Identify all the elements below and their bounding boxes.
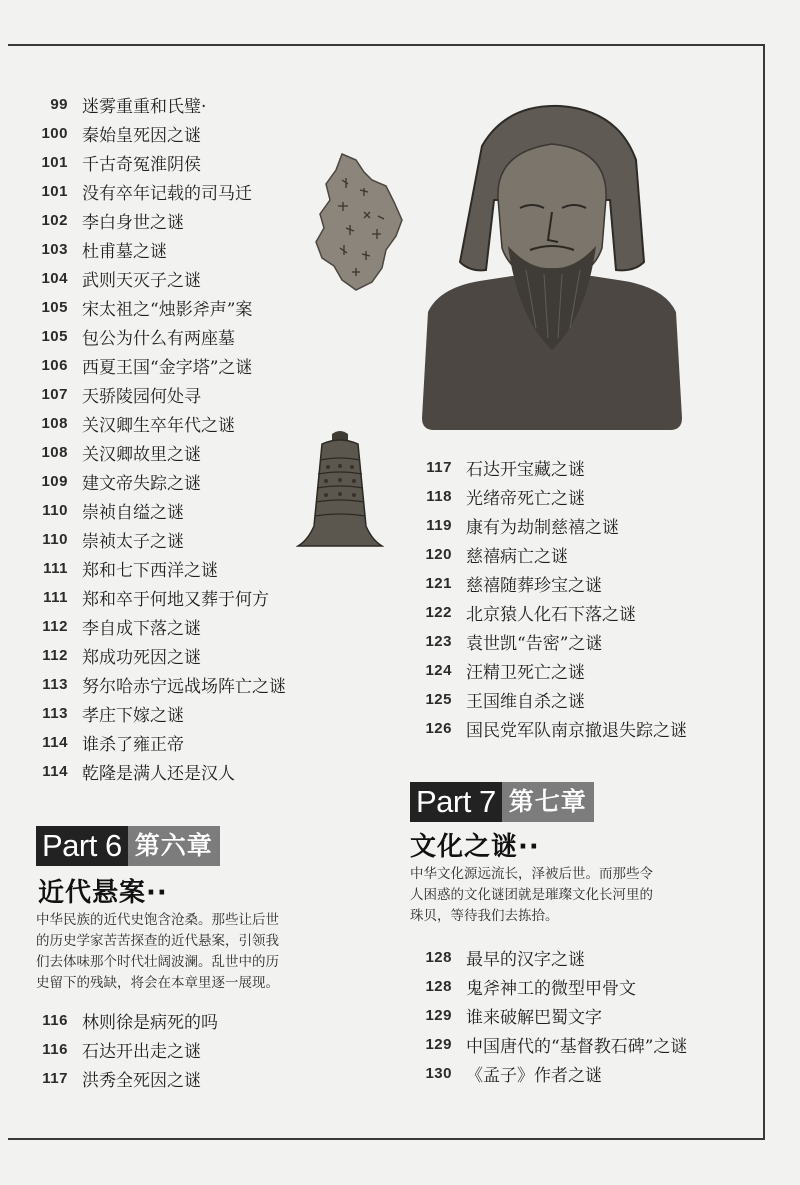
- entry-title: 宋太祖之“烛影斧声”案: [82, 300, 253, 320]
- desc-line: 的历史学家苦苦探查的近代悬案，引领我: [36, 933, 279, 949]
- page-number: 113: [42, 705, 68, 722]
- toc-entry[interactable]: [414, 513, 619, 538]
- page-number: 123: [425, 633, 452, 650]
- toc-entry[interactable]: [30, 585, 269, 610]
- toc-entry[interactable]: [30, 179, 252, 204]
- page-number: 99: [50, 96, 68, 113]
- entry-title: 崇祯自缢之谜: [82, 503, 184, 523]
- entry-title: 郑成功死因之谜: [82, 648, 201, 668]
- entry-title: 慈禧随葬珍宝之谜: [466, 576, 602, 596]
- page-number: 108: [41, 415, 68, 432]
- entry-title: 没有卒年记载的司马迁: [82, 184, 252, 204]
- part7-chapter: 第七章: [502, 782, 594, 822]
- entry-title: 慈禧病亡之谜: [466, 547, 568, 567]
- page-number: 100: [41, 125, 68, 142]
- page-number: 112: [42, 647, 68, 664]
- toc-entry[interactable]: [30, 643, 201, 668]
- entry-title: 包公为什么有两座墓: [82, 329, 235, 349]
- toc-entry[interactable]: [414, 1061, 602, 1086]
- toc-entry[interactable]: [30, 759, 235, 784]
- page-number: 101: [41, 183, 68, 200]
- page-number: 128: [425, 978, 452, 995]
- part6-title: 近代悬案··: [38, 878, 168, 908]
- entry-title: 最早的汉字之谜: [466, 950, 585, 970]
- toc-entry[interactable]: [414, 629, 602, 654]
- entry-title: 乾隆是满人还是汉人: [82, 764, 235, 784]
- toc-entry[interactable]: [414, 658, 585, 683]
- entry-title: 袁世凯“告密”之谜: [466, 634, 603, 654]
- entry-title: 武则天灭子之谜: [82, 271, 201, 291]
- entry-title: 西夏王国“金字塔”之谜: [82, 358, 253, 378]
- desc-line: 中华民族的近代史饱含沧桑。那些让后世: [36, 912, 279, 928]
- entry-title: 康有为劫制慈禧之谜: [466, 518, 619, 538]
- oracle-bone-fragment-icon: [312, 150, 408, 296]
- toc-entry[interactable]: [30, 382, 201, 407]
- entry-title: 郑和七下西洋之谜: [82, 561, 218, 581]
- toc-entry[interactable]: [414, 945, 585, 970]
- toc-entry[interactable]: [30, 730, 184, 755]
- page-number: 116: [42, 1041, 68, 1058]
- toc-entry[interactable]: [30, 150, 201, 175]
- entry-title: 谁来破解巴蜀文字: [466, 1008, 602, 1028]
- page-number: 101: [41, 154, 68, 171]
- page-number: 108: [41, 444, 68, 461]
- part6-header: [36, 826, 220, 866]
- part7-description: [410, 864, 710, 927]
- page-number: 105: [41, 299, 68, 316]
- desc-line: 珠贝，等待我们去拣拾。: [410, 908, 559, 924]
- entry-title: 关汉卿生卒年代之谜: [82, 416, 235, 436]
- toc-entry[interactable]: [30, 1037, 201, 1062]
- page-number: 128: [425, 949, 452, 966]
- page-number: 113: [42, 676, 68, 693]
- toc-entry[interactable]: [30, 614, 201, 639]
- toc-entry[interactable]: [414, 687, 585, 712]
- part6-description: [36, 910, 366, 994]
- page-number: 104: [41, 270, 68, 287]
- page-number: 130: [425, 1065, 452, 1082]
- page-number: 120: [425, 546, 452, 563]
- toc-entry[interactable]: [30, 324, 235, 349]
- toc-entry[interactable]: [30, 266, 201, 291]
- page-number: 122: [425, 604, 452, 621]
- page-number: 126: [425, 720, 452, 737]
- toc-entry[interactable]: [30, 469, 201, 494]
- toc-entry[interactable]: [414, 974, 636, 999]
- bronze-bell-icon: [296, 430, 384, 552]
- desc-line: 人困惑的文化谜团就是璀璨文化长河里的: [410, 887, 653, 903]
- entry-title: 石达开宝藏之谜: [466, 460, 585, 480]
- bearded-man-bust-icon: [420, 100, 684, 432]
- page-number: 117: [426, 459, 452, 476]
- entry-title: 谁杀了雍正帝: [82, 735, 184, 755]
- toc-entry[interactable]: [30, 672, 286, 697]
- page-number: 119: [426, 517, 452, 534]
- page-number: 114: [42, 734, 68, 751]
- toc-entry[interactable]: [30, 121, 201, 146]
- toc-entry[interactable]: [30, 527, 184, 552]
- page-number: 109: [41, 473, 68, 490]
- page-number: 129: [425, 1036, 452, 1053]
- part7-title: 文化之谜··: [410, 832, 540, 862]
- entry-title: 鬼斧神工的微型甲骨文: [466, 979, 636, 999]
- toc-entry[interactable]: [414, 455, 585, 480]
- toc-entry[interactable]: [30, 701, 184, 726]
- entry-title: 王国维自杀之谜: [466, 692, 585, 712]
- toc-entry[interactable]: [414, 1003, 602, 1028]
- page-number: 111: [43, 560, 68, 577]
- entry-title: 李白身世之谜: [82, 213, 184, 233]
- entry-title: 天骄陵园何处寻: [82, 387, 201, 407]
- page-number: 125: [425, 691, 452, 708]
- toc-entry[interactable]: [30, 498, 184, 523]
- entry-title: 林则徐是病死的吗: [82, 1013, 218, 1033]
- toc-entry[interactable]: [414, 542, 568, 567]
- entry-title: 孝庄下嫁之谜: [82, 706, 184, 726]
- toc-entry[interactable]: [414, 1032, 687, 1057]
- toc-entry[interactable]: [414, 716, 687, 741]
- toc-entry[interactable]: [414, 571, 602, 596]
- desc-line: 中华文化源远流长，泽被后世。而那些令: [410, 866, 653, 882]
- page-number: 116: [42, 1012, 68, 1029]
- entry-title: 迷雾重重和氏璧·: [82, 97, 207, 117]
- entry-title: 洪秀全死因之谜: [82, 1071, 201, 1091]
- toc-entry[interactable]: [30, 353, 252, 378]
- part6-chapter: 第六章: [128, 826, 220, 866]
- toc-entry[interactable]: [30, 440, 201, 465]
- entry-title: 国民党军队南京撤退失踪之谜: [466, 721, 687, 741]
- entry-title: 北京猿人化石下落之谜: [466, 605, 636, 625]
- page-number: 111: [43, 589, 68, 606]
- entry-title: 《孟子》作者之谜: [466, 1066, 602, 1086]
- page-number: 121: [425, 575, 452, 592]
- entry-title: 杜甫墓之谜: [82, 242, 167, 262]
- page-number: 114: [42, 763, 68, 780]
- toc-entry[interactable]: [30, 1008, 218, 1033]
- entry-title: 中国唐代的“基督教石碑”之谜: [466, 1037, 688, 1057]
- entry-title: 汪精卫死亡之谜: [466, 663, 585, 683]
- entry-title: 郑和卒于何地又葬于何方: [82, 590, 269, 610]
- toc-entry[interactable]: [30, 556, 218, 581]
- entry-title: 努尔哈赤宁远战场阵亡之谜: [82, 677, 286, 697]
- page-number: 118: [426, 488, 452, 505]
- page-number: 102: [41, 212, 68, 229]
- toc-entry[interactable]: [30, 208, 184, 233]
- toc-entry[interactable]: [30, 1066, 201, 1091]
- part6-label: Part 6: [36, 826, 128, 866]
- page-number: 106: [41, 357, 68, 374]
- page-number: 117: [42, 1070, 68, 1087]
- entry-title: 秦始皇死因之谜: [82, 126, 201, 146]
- part7-header: [410, 782, 594, 822]
- entry-title: 千古奇冤淮阴侯: [82, 155, 201, 175]
- entry-title: 石达开出走之谜: [82, 1042, 201, 1062]
- desc-line: 史留下的残缺，将会在本章里逐一展现。: [36, 975, 279, 991]
- page-number: 124: [425, 662, 452, 679]
- toc-entry[interactable]: [30, 92, 206, 117]
- entry-title: 关汉卿故里之谜: [82, 445, 201, 465]
- toc-entry[interactable]: [414, 484, 585, 509]
- entry-title: 崇祯太子之谜: [82, 532, 184, 552]
- toc-entry[interactable]: [30, 237, 167, 262]
- toc-entry[interactable]: [414, 600, 636, 625]
- page-number: 105: [41, 328, 68, 345]
- desc-line: 们去体味那个时代壮阔波澜。乱世中的历: [36, 954, 279, 970]
- toc-entry[interactable]: [30, 295, 252, 320]
- page-number: 110: [42, 502, 68, 519]
- entry-title: 李自成下落之谜: [82, 619, 201, 639]
- toc-entry[interactable]: [30, 411, 235, 436]
- page-number: 107: [41, 386, 68, 403]
- page-number: 103: [41, 241, 68, 258]
- entry-title: 光绪帝死亡之谜: [466, 489, 585, 509]
- entry-title: 建文帝失踪之谜: [82, 474, 201, 494]
- page-number: 112: [42, 618, 68, 635]
- page-number: 129: [425, 1007, 452, 1024]
- page-number: 110: [42, 531, 68, 548]
- part7-label: Part 7: [410, 782, 502, 822]
